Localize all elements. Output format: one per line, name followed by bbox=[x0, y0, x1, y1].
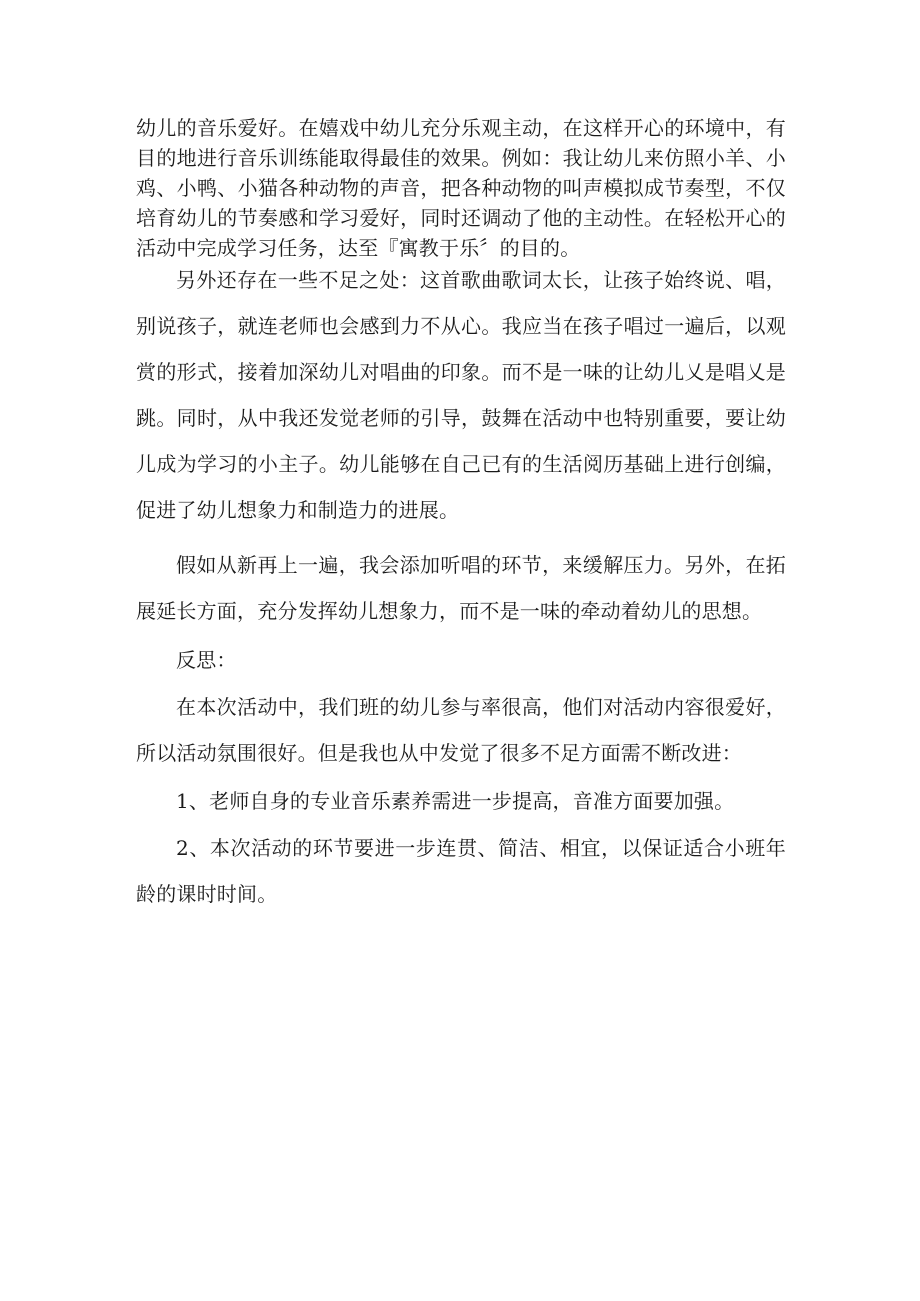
list-item-2: 2、本次活动的环节要进一步连贯、简洁、相宜，以保证适合小班年龄的课时时间。 bbox=[136, 836, 786, 906]
paragraph-improvement: 假如从新再上一遍，我会添加听唱的环节，来缓解压力。另外，在拓展延长方面，充分发挥幼儿想象力，而不是一味的牵动着幼儿的思想。 bbox=[136, 553, 786, 623]
paragraph-shortcomings: 另外还存在一些不足之处：这首歌曲歌词太长，让孩子始终说、唱，别说孩子，就连老师也会感到力不从心。我应当在孩子唱过一遍后，以观赏的形式，接着加深幼儿对唱曲的印象。而不是一味的让幼儿乂是唱乂是跳。同时，从中我还发觉老师的引导，鼓舞在活动中也特别重要，要让幼儿成为学习的小主子。幼儿能够在自己已有的生活阅历基础上进行创编，促进了幼儿想象力和制造力的进展。 bbox=[136, 268, 786, 522]
list-item-1: 1、老师自身的专业音乐素养需进一步提高，音准方面要加强。 bbox=[176, 789, 735, 813]
paragraph-music-interest: 幼儿的音乐爱好。在嬉戏中幼儿充分乐观主动，在这样开心的环境中，有目的地进行音乐训练能取得最佳的效果。例如：我让幼儿来仿照小羊、小鸡、小鸭、小猫各种动物的声音，把各种动物的叫声模拟成节奏型，不仅培育幼儿的节奏感和学习爱好，同时还调动了他的主动性。在轻松开心的活动中完成学习任务，达至『寓教于乐〞的目的。 bbox=[136, 116, 786, 260]
paragraph-reflection: 在本次活动中，我们班的幼儿参与率很高，他们对活动内容很爱好，所以活动氛围很好。但是我也从中发觉了很多不足方面需不断改进： bbox=[136, 695, 786, 765]
reflection-heading: 反思： bbox=[176, 648, 237, 672]
